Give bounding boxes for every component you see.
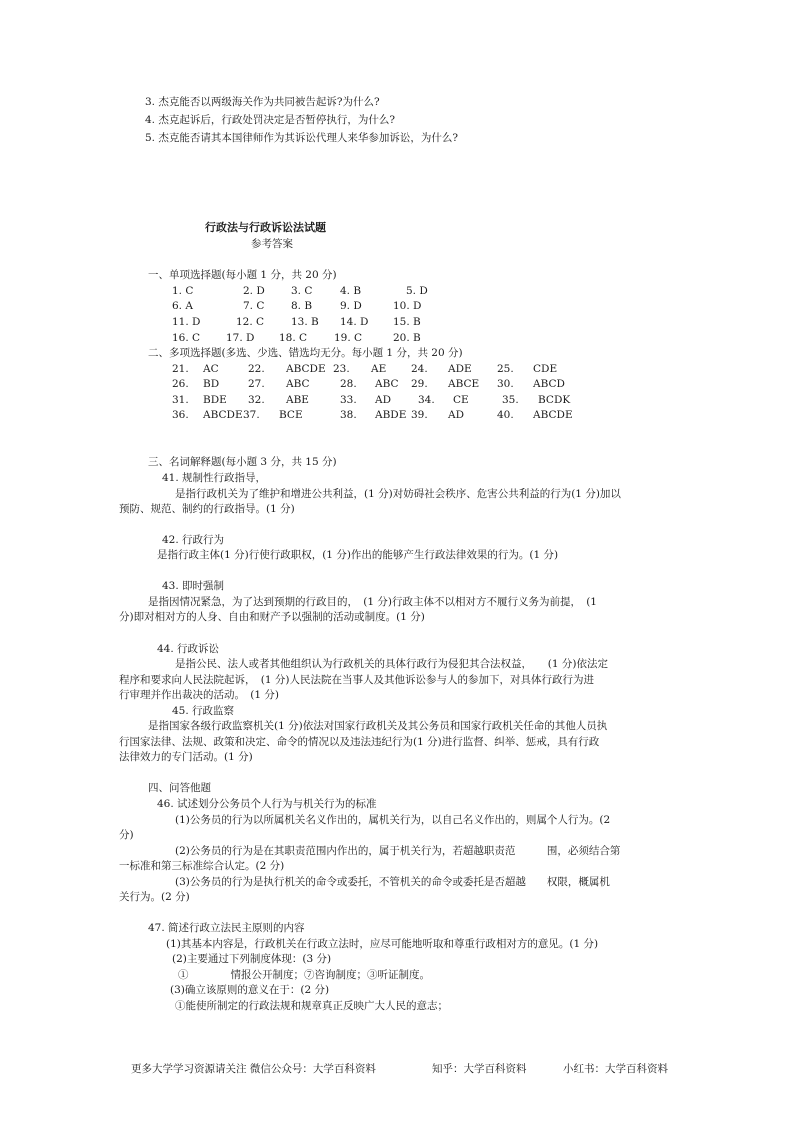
- answer-cell: BCDK: [538, 394, 571, 406]
- answer-cell: CE: [453, 394, 469, 406]
- page-title: 行政法与行政诉讼法试题: [205, 221, 326, 234]
- answer-cell: ABCDE: [286, 363, 326, 375]
- term-44-text: 是指公民、法人或者其他组织认为行政机关的具体行政行为侵犯其合法权益， (1 分)依法定: [175, 658, 608, 670]
- answer-number: 35.: [502, 394, 519, 406]
- answer-cell: 1. C: [172, 285, 194, 297]
- answer-number: 40.: [497, 409, 514, 421]
- answer-46-text: (2)公务员的行为是在其职责范围内作出的，属于机关行为，若超越职责范 围，必须结合第: [175, 845, 621, 857]
- term-41-text: 预防、规范、制约的行政指导。(1 分): [119, 503, 295, 515]
- answer-cell: 17. D: [226, 332, 255, 344]
- answer-47-text: (1)其基本内容是，行政机关在行政立法时，应尽可能地听取和尊重行政相对方的意见。(1 分): [166, 938, 599, 950]
- answer-cell: ADE: [448, 363, 472, 375]
- question-46-title: 46. 试述划分公务员个人行为与机关行为的标准: [157, 798, 377, 810]
- answer-number: 26.: [172, 378, 189, 390]
- answer-cell: AD: [375, 394, 392, 406]
- footer-xiaohongshu-note: 小红书：大学百科资料: [563, 1063, 668, 1075]
- answer-cell: ABCD: [533, 378, 565, 390]
- answer-number: 22.: [248, 363, 265, 375]
- question-5: 5. 杰克能否请其本国律师作为其诉讼代理人来华参加诉讼，为什么?: [145, 132, 458, 144]
- answer-47-text: (2)主要通过下列制度体现：(3 分): [172, 953, 332, 965]
- answer-46-text: (1)公务员的行为以所属机关名义作出的，属机关行为，以自己名义作出的，则属个人行为。(2: [175, 814, 611, 826]
- answer-number: 32.: [248, 394, 265, 406]
- answer-cell: BCE: [279, 409, 303, 421]
- answer-number: 38.: [340, 409, 357, 421]
- answer-47-text: ①能使所制定的行政法规和规章真正反映广大人民的意志；: [175, 1000, 448, 1012]
- answer-cell: 6. A: [172, 300, 193, 312]
- answer-number: 29.: [411, 378, 428, 390]
- answer-cell: ABCE: [448, 378, 480, 390]
- answer-number: 24.: [411, 363, 428, 375]
- answer-46-text: 一标准和第三标准综合认定。(2 分): [119, 860, 285, 872]
- answer-cell: ABE: [286, 394, 309, 406]
- answer-number: 25.: [497, 363, 514, 375]
- answer-cell: 14. D: [340, 316, 369, 328]
- answer-cell: BDE: [203, 394, 227, 406]
- answer-47-text: (3)确立该原则的意义在于：(2 分): [170, 984, 330, 996]
- answer-cell: AE: [371, 363, 387, 375]
- term-41-text: 是指行政机关为了维护和增进公共利益，(1 分)对妨碍社会秩序、危害公共利益的行为(1 分)加以: [175, 488, 621, 500]
- answer-cell: AC: [203, 363, 219, 375]
- term-42-title: 42. 行政行为: [162, 534, 225, 546]
- answer-number: 27.: [248, 378, 265, 390]
- answer-cell: 15. B: [393, 316, 421, 328]
- term-43-text: 分)即对相对方的人身、自由和财产予以强制的活动或制度。(1 分): [119, 611, 425, 623]
- section-1-heading: 一、单项选择题(每小题 1 分，共 20 分): [148, 269, 337, 281]
- answer-cell: 8. B: [291, 300, 313, 312]
- answer-number: 28.: [340, 378, 357, 390]
- answer-cell: 18. C: [279, 332, 308, 344]
- answer-number: 33.: [340, 394, 357, 406]
- term-43-title: 43. 即时强制: [162, 580, 225, 592]
- term-45-text: 法律效力的专门活动。(1 分): [119, 751, 253, 763]
- answer-cell: 16. C: [172, 332, 201, 344]
- answer-46-text: 分): [119, 829, 134, 841]
- answer-cell: ABDE: [375, 409, 407, 421]
- answer-46-text: 关行为。(2 分): [119, 891, 190, 903]
- answer-cell: 20. B: [393, 332, 421, 344]
- answer-number: 23.: [333, 363, 350, 375]
- footer-zhihu-note: 知乎：大学百科资料: [432, 1063, 527, 1075]
- term-44-text: 行审理并作出裁决的活动。 (1 分): [119, 689, 279, 701]
- answer-cell: ABCDE: [533, 409, 573, 421]
- question-3: 3. 杰克能否以两级海关作为共同被告起诉?为什么?: [145, 96, 380, 108]
- answer-number: 21.: [172, 363, 189, 375]
- term-44-title: 44. 行政诉讼: [157, 643, 220, 655]
- answer-cell: AD: [448, 409, 465, 421]
- page-footer: [0, 1062, 793, 1076]
- answer-number: 34.: [418, 394, 435, 406]
- answer-46-text: (3)公务员的行为是执行机关的命令或委托，不管机关的命令或委托是否超越 权限，概属机: [175, 876, 610, 888]
- answer-cell: 19. C: [334, 332, 363, 344]
- answer-cell: 5. D: [406, 285, 428, 297]
- term-45-text: 行国家法律、法规、政策和决定、命令的情况以及违法违纪行为(1 分)进行监督、纠举、惩戒，具有行政: [119, 736, 600, 748]
- answer-cell: ABCDE: [203, 409, 243, 421]
- question-4: 4. 杰克起诉后，行政处罚决定是否暂停执行，为什么?: [145, 114, 395, 126]
- term-42-text: 是指行政主体(1 分)行使行政职权，(1 分)作出的能够产生行政法律效果的行为。(1 分): [157, 549, 559, 561]
- page-subtitle: 参考答案: [251, 238, 293, 250]
- answer-cell: 7. C: [243, 300, 265, 312]
- answer-cell: 3. C: [291, 285, 313, 297]
- answer-cell: 12. C: [236, 316, 265, 328]
- answer-number: 30.: [497, 378, 514, 390]
- term-43-text: 是指因情况紧急，为了达到预期的行政目的， (1 分)行政主体不以相对方不履行义务为前提， (1: [148, 596, 597, 608]
- answer-cell: 2. D: [243, 285, 265, 297]
- answer-cell: CDE: [533, 363, 558, 375]
- answer-cell: 11. D: [172, 316, 201, 328]
- answer-cell: ABC: [286, 378, 310, 390]
- term-41-title: 41. 规制性行政指导，: [162, 472, 267, 484]
- term-45-text: 是指国家各级行政监察机关(1 分)依法对国家行政机关及其公务员和国家行政机关任命的其他人员执: [148, 720, 608, 732]
- answer-47-text: ① 情报公开制度；⑦咨询制度；③听证制度。: [178, 969, 430, 981]
- answer-cell: 10. D: [393, 300, 422, 312]
- question-47-title: 47. 简述行政立法民主原则的内容: [148, 922, 305, 934]
- answer-cell: 4. B: [340, 285, 362, 297]
- answer-number: 31.: [172, 394, 189, 406]
- answer-number: 36.: [172, 409, 189, 421]
- section-2-heading: 二、多项选择题(多选、少选、错选均无分。每小题 1 分，共 20 分): [148, 347, 463, 359]
- answer-cell: ABC: [375, 378, 399, 390]
- answer-cell: BD: [203, 378, 220, 390]
- term-44-text: 程序和要求向人民法院起诉， (1 分)人民法院在当事人及其他诉讼参与人的参加下，对具体行政行为进: [119, 674, 594, 686]
- term-45-title: 45. 行政监察: [172, 705, 235, 717]
- answer-cell: 13. B: [291, 316, 319, 328]
- answer-number: 37.: [243, 409, 260, 421]
- answer-cell: 9. D: [340, 300, 362, 312]
- section-3-heading: 三、名词解释题(每小题 3 分，共 15 分): [148, 456, 337, 468]
- answer-number: 39.: [411, 409, 428, 421]
- footer-wechat-note: 更多大学学习资源请关注 微信公众号：大学百科资料: [131, 1063, 376, 1075]
- section-4-heading: 四、问答他题: [148, 782, 211, 794]
